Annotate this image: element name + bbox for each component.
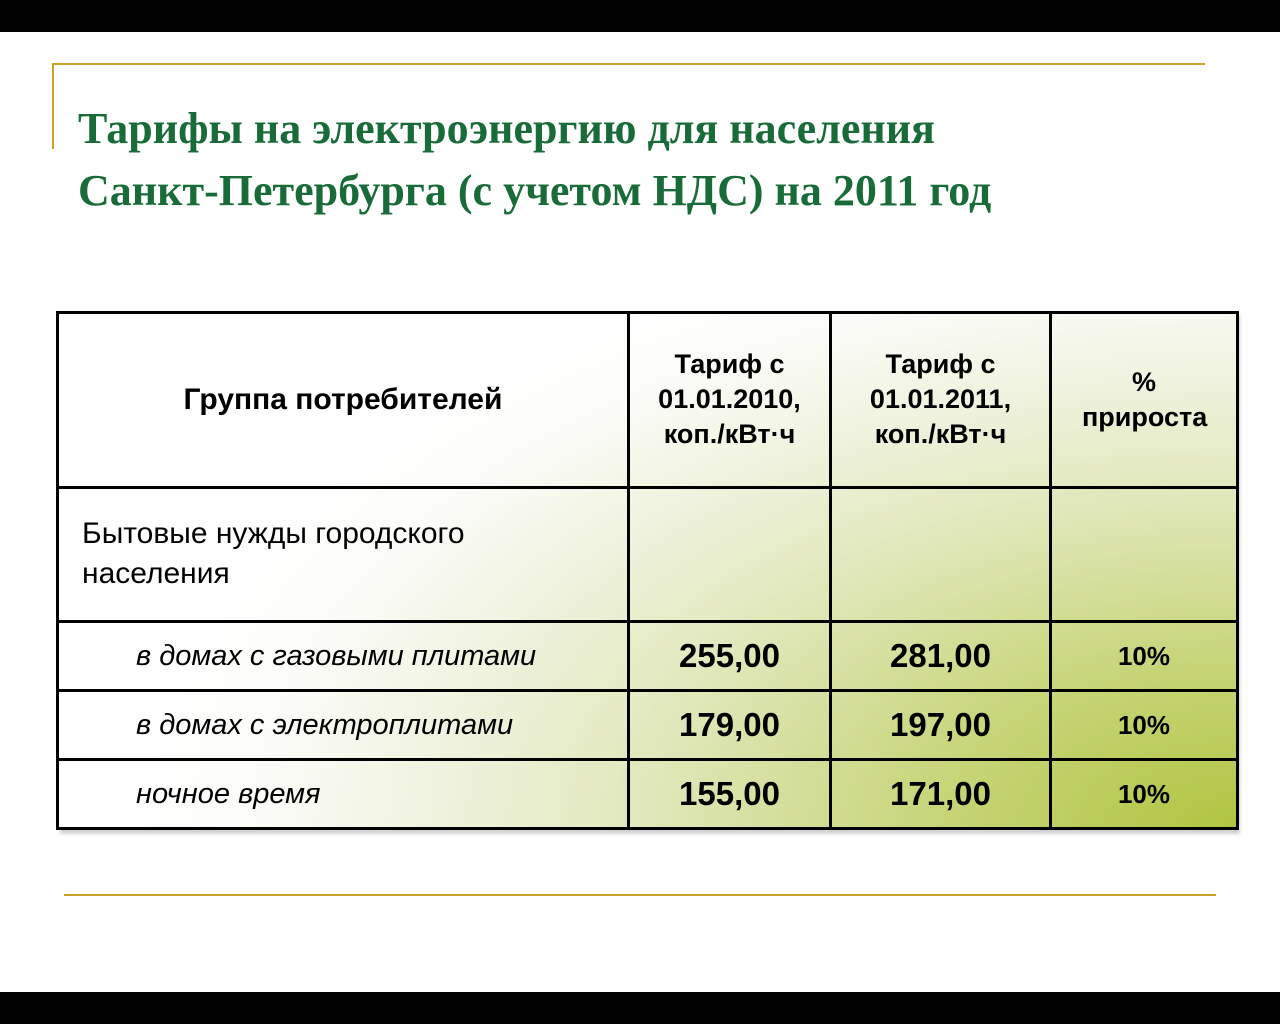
top-black-bar bbox=[0, 0, 1280, 32]
slide-title-line-2: Санкт-Петербурга (с учетом НДС) на 2011 год bbox=[78, 166, 992, 215]
tariff-table-container bbox=[56, 311, 1236, 830]
empty-cell bbox=[831, 487, 1051, 621]
table-row bbox=[58, 760, 1238, 829]
tariff-2011-value: 171,00 bbox=[831, 760, 1051, 829]
tariff-2011-value: 197,00 bbox=[831, 691, 1051, 760]
top-accent-line bbox=[52, 63, 1205, 65]
tariff-2010-value: 255,00 bbox=[629, 622, 831, 691]
header-growth-percent: % прироста bbox=[1051, 313, 1238, 488]
tariff-2010-value: 155,00 bbox=[629, 760, 831, 829]
bottom-accent-line bbox=[64, 894, 1216, 896]
header-consumer-group: Группа потребителей bbox=[58, 313, 629, 488]
table-row bbox=[58, 622, 1238, 691]
header-tariff-2011: Тариф с 01.01.2011, коп./кВт·ч bbox=[831, 313, 1051, 488]
row-label: ночное время bbox=[58, 760, 629, 829]
growth-value: 10% bbox=[1051, 691, 1238, 760]
table-header-row bbox=[58, 313, 1238, 488]
empty-cell bbox=[629, 487, 831, 621]
left-accent-line bbox=[52, 63, 54, 149]
header-tariff-2010: Тариф с 01.01.2010, коп./кВт·ч bbox=[629, 313, 831, 488]
table-row bbox=[58, 691, 1238, 760]
slide-title bbox=[78, 98, 1228, 222]
row-label: в домах с электроплитами bbox=[58, 691, 629, 760]
tariff-table bbox=[56, 311, 1239, 830]
tariff-2010-value: 179,00 bbox=[629, 691, 831, 760]
table-row-group bbox=[58, 487, 1238, 621]
empty-cell bbox=[1051, 487, 1238, 621]
group-label: Бытовые нужды городского населения bbox=[58, 487, 629, 621]
bottom-black-bar bbox=[0, 992, 1280, 1024]
growth-value: 10% bbox=[1051, 622, 1238, 691]
row-label: в домах с газовыми плитами bbox=[58, 622, 629, 691]
slide-title-line-1: Тарифы на электроэнергию для населения bbox=[78, 104, 935, 153]
tariff-2011-value: 281,00 bbox=[831, 622, 1051, 691]
growth-value: 10% bbox=[1051, 760, 1238, 829]
